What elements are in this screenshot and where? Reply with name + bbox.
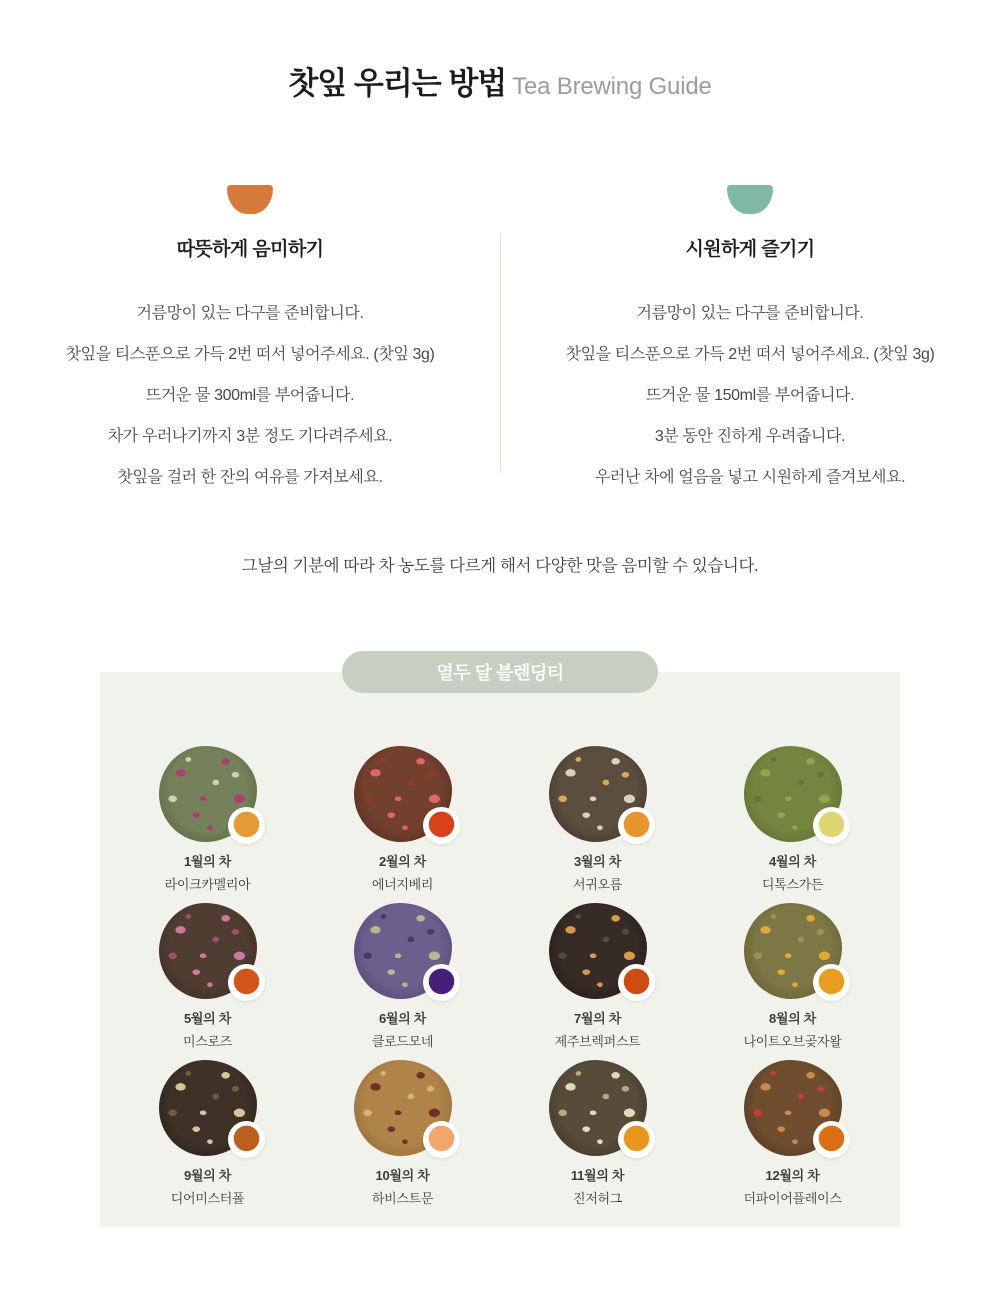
brew-step: 찻잎을 걸러 한 잔의 여유를 가져보세요. xyxy=(117,469,383,486)
brewed-tea-cup-icon xyxy=(618,1121,655,1158)
tea-item xyxy=(695,903,890,1050)
brewed-tea-cup-icon xyxy=(618,807,655,844)
tea-item xyxy=(110,746,305,893)
brew-step: 우러난 차에 얼음을 넣고 시원하게 즐겨보세요. xyxy=(594,469,906,486)
brew-step: 찻잎을 티스푼으로 가득 2번 떠서 넣어주세요. (찻잎 3g) xyxy=(565,346,935,363)
brewed-tea-cup-icon xyxy=(423,964,460,1001)
brew-note: 그날의 기분에 따라 차 농도를 다르게 해서 다양한 맛을 음미할 수 있습니다. xyxy=(241,557,759,575)
tea-item xyxy=(500,1060,695,1207)
warm-brew-steps xyxy=(0,293,500,498)
tea-name-label: 나이트오브곶자왈 xyxy=(743,1034,842,1049)
tea-item xyxy=(305,903,500,1050)
tea-month-label: 6월의 차 xyxy=(378,1011,427,1026)
cold-brew-steps xyxy=(500,293,1000,498)
tea-name-label: 디톡스가든 xyxy=(761,877,824,892)
page-header xyxy=(0,0,1000,103)
brew-step: 찻잎을 티스푼으로 가득 2번 떠서 넣어주세요. (찻잎 3g) xyxy=(65,346,435,363)
tea-item xyxy=(110,1060,305,1207)
brewed-tea-cup-icon xyxy=(228,964,265,1001)
tea-month-label: 12월의 차 xyxy=(765,1168,820,1183)
brew-step: 뜨거운 물 300ml를 부어줍니다. xyxy=(145,387,355,404)
tea-item xyxy=(500,903,695,1050)
brew-step: 거름망이 있는 다구를 준비합니다. xyxy=(636,305,864,322)
tea-month-label: 8월의 차 xyxy=(768,1011,817,1026)
brewed-tea-cup-icon xyxy=(228,1121,265,1158)
brew-step: 차가 우러나기까지 3분 정도 기다려주세요. xyxy=(107,428,393,445)
tea-name-label: 라이크카멜리아 xyxy=(164,877,251,892)
tea-name-label: 진저허그 xyxy=(572,1191,623,1206)
brew-step: 뜨거운 물 150ml를 부어줍니다. xyxy=(645,387,855,404)
tea-item xyxy=(305,1060,500,1207)
tea-month-label: 7월의 차 xyxy=(573,1011,622,1026)
tea-month-label: 3월의 차 xyxy=(573,854,622,869)
tea-month-label: 5월의 차 xyxy=(183,1011,232,1026)
tea-name-label: 클로드모네 xyxy=(371,1034,434,1049)
iced-teacup-icon xyxy=(727,185,773,214)
tea-month-label: 9월의 차 xyxy=(183,1168,232,1183)
brewed-tea-cup-icon xyxy=(813,964,850,1001)
cold-brew-heading: 시원하게 즐기기 xyxy=(685,239,815,260)
brew-methods-section xyxy=(0,185,1000,498)
tea-name-label: 서귀오름 xyxy=(572,877,623,892)
tea-name-label: 미스로즈 xyxy=(182,1034,233,1049)
tea-month-label: 2월의 차 xyxy=(378,854,427,869)
tea-grid xyxy=(100,672,900,1207)
brewed-tea-cup-icon xyxy=(813,807,850,844)
tea-month-label: 10월의 차 xyxy=(375,1168,430,1183)
page-title-english: Tea Brewing Guide xyxy=(512,73,712,100)
brewed-tea-cup-icon xyxy=(423,807,460,844)
cold-brew-column xyxy=(500,185,1000,498)
brewed-tea-cup-icon xyxy=(618,964,655,1001)
tea-item xyxy=(500,746,695,893)
warm-teacup-icon xyxy=(227,185,273,214)
tea-name-label: 디어미스터폴 xyxy=(170,1191,245,1206)
page-title-korean: 찻잎 우리는 방법 xyxy=(288,66,507,101)
tea-name-label: 제주브렉퍼스트 xyxy=(554,1034,641,1049)
brew-step: 3분 동안 진하게 우려줍니다. xyxy=(654,428,846,445)
tea-item xyxy=(695,1060,890,1207)
vertical-divider xyxy=(500,233,501,473)
warm-brew-column xyxy=(0,185,500,498)
tea-item xyxy=(110,903,305,1050)
tea-item xyxy=(305,746,500,893)
brewed-tea-cup-icon xyxy=(423,1121,460,1158)
monthly-blending-section xyxy=(100,663,900,1227)
monthly-blending-badge: 열두 달 블렌딩티 xyxy=(342,651,658,693)
tea-month-label: 4월의 차 xyxy=(768,854,817,869)
brewed-tea-cup-icon xyxy=(228,807,265,844)
tea-name-label: 더파이어플레이스 xyxy=(743,1191,842,1206)
brewed-tea-cup-icon xyxy=(813,1121,850,1158)
warm-brew-heading: 따뜻하게 음미하기 xyxy=(176,239,324,260)
tea-name-label: 에너지베리 xyxy=(371,877,434,892)
tea-month-label: 1월의 차 xyxy=(183,854,232,869)
tea-month-label: 11월의 차 xyxy=(570,1168,625,1183)
tea-name-label: 하비스트문 xyxy=(371,1191,434,1206)
tea-item xyxy=(695,746,890,893)
brew-step: 거름망이 있는 다구를 준비합니다. xyxy=(136,305,364,322)
